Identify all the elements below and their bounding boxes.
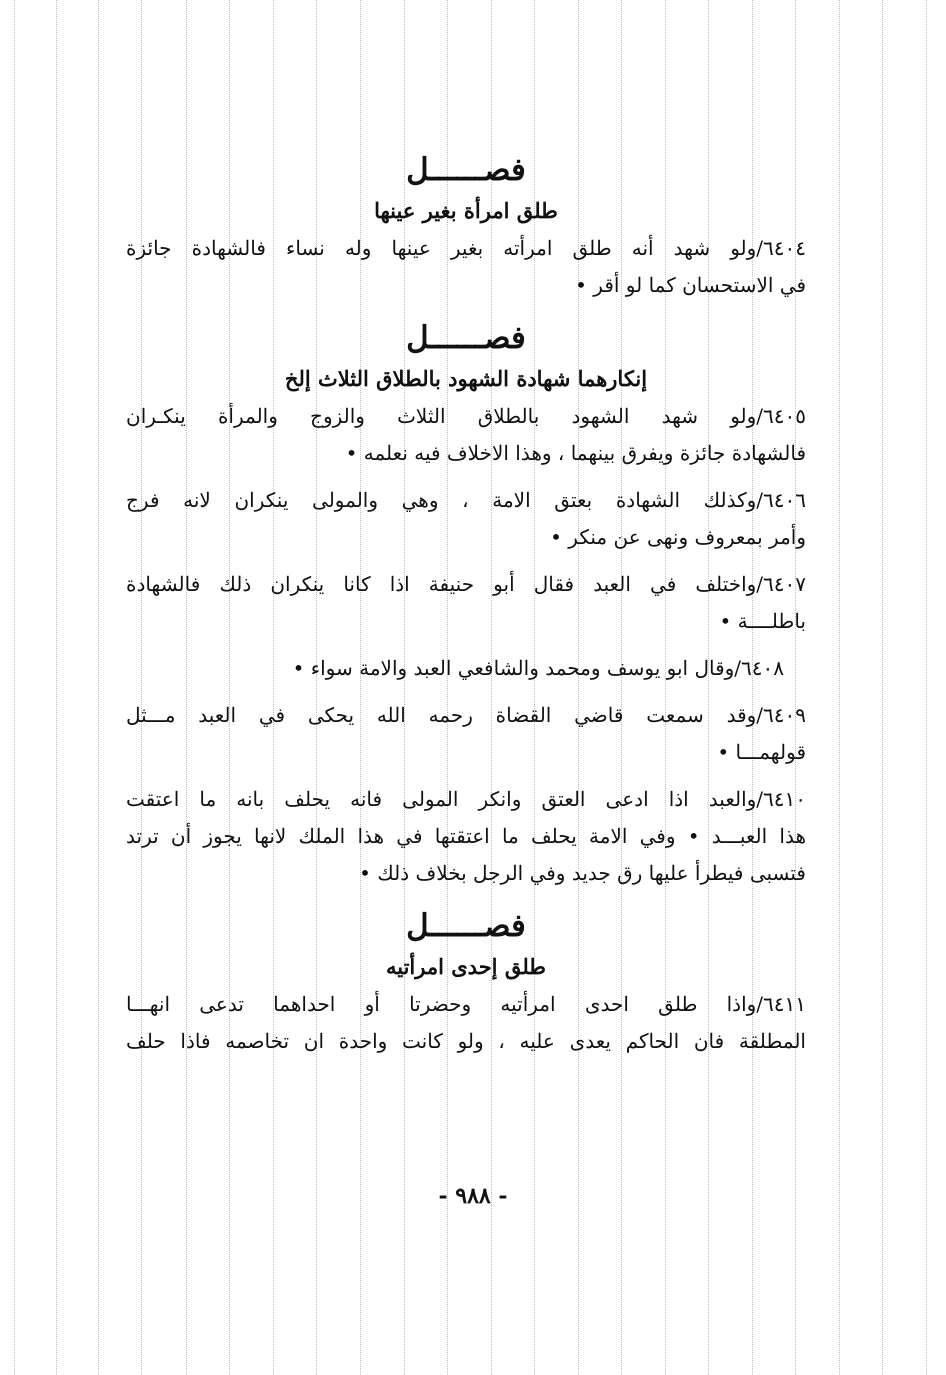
section-label: فصــــــل bbox=[406, 908, 526, 944]
section-2 bbox=[126, 318, 806, 892]
paragraph-line: وأمر بمعروف ونهى عن منكر • bbox=[550, 525, 806, 549]
paragraph-line: قولهمـــا • bbox=[717, 740, 806, 764]
paragraph-line: المطلقة فان الحاكم يعدى عليه ، ولو كانت واحدة ان تخاصمه فاذا حلف bbox=[126, 1029, 806, 1053]
paragraph-line: ٦٤٠٥/ولو شهد الشهود بالطلاق الثلاث والزوج والمرأة ينكـران bbox=[126, 404, 806, 428]
section-heading: إنكارهما شهادة الشهود بالطلاق الثلاث إلخ bbox=[284, 366, 648, 391]
section-heading: طلق إحدى امرأتيه bbox=[385, 954, 547, 979]
paragraph-6404 bbox=[126, 230, 806, 304]
section-label: فصــــــل bbox=[406, 320, 526, 356]
margin-guide-line bbox=[98, 0, 99, 1375]
paragraph-line: باطلــــة • bbox=[719, 609, 806, 633]
section-1 bbox=[126, 150, 806, 304]
paragraph-6410 bbox=[126, 781, 806, 892]
paragraph-6408 bbox=[126, 650, 806, 687]
paragraph-line: ٦٤١٠/والعبد اذا ادعى العتق وانكر المولى فانه يحلف بانه ما اعتقت bbox=[126, 787, 806, 811]
paragraph-line: ٦٤٠٨/وقال ابو يوسف ومحمد والشافعي العبد والامة سواء • bbox=[292, 656, 784, 680]
section-3 bbox=[126, 906, 806, 1060]
paragraph-line: فتسبى فيطرأ عليها رق جديد وفي الرجل بخلاف ذلك • bbox=[359, 861, 806, 885]
paragraph-line: ٦٤٠٦/وكذلك الشهادة بعتق الامة ، وهي والمولى ينكران لانه فرج bbox=[126, 488, 806, 512]
paragraph-6407 bbox=[126, 566, 806, 640]
section-label: فصــــــل bbox=[406, 152, 526, 188]
page-body bbox=[126, 150, 806, 1070]
paragraph-line: هذا العبـــد • وفي الامة يحلف ما اعتقتها في هذا الملك لانها يجوز أن ترتد bbox=[126, 824, 806, 848]
margin-guide-line bbox=[882, 0, 883, 1375]
paragraph-6406 bbox=[126, 482, 806, 556]
paragraph-6411 bbox=[126, 986, 806, 1060]
margin-guide-line bbox=[926, 0, 927, 1375]
paragraph-line: ٦٤١١/واذا طلق احدى امرأتيه وحضرتا أو احداهما تدعى انهـــا bbox=[126, 992, 806, 1016]
margin-guide-line bbox=[839, 0, 840, 1375]
paragraph-6409 bbox=[126, 697, 806, 771]
paragraph-line: ٦٤٠٩/وقد سمعت قاضي القضاة رحمه الله يحكى في العبد مـــثل bbox=[126, 703, 806, 727]
margin-guide-line bbox=[14, 0, 15, 1375]
margin-guide-line bbox=[56, 0, 57, 1375]
page-number: - ٩٨٨ - bbox=[438, 1183, 508, 1209]
paragraph-line: ٦٤٠٤/ولو شهد أنه طلق امرأته بغير عينها وله نساء فالشهادة جائزة bbox=[126, 236, 806, 260]
paragraph-line: فالشهادة جائزة ويفرق بينهما ، وهذا الاخلاف فيه نعلمه • bbox=[345, 441, 806, 465]
paragraph-line: في الاستحسان كما لو أقر • bbox=[575, 273, 806, 297]
paragraph-line: ٦٤٠٧/واختلف في العبد فقال أبو حنيفة اذا كانا ينكران ذلك فالشهادة bbox=[126, 572, 806, 596]
section-heading: طلق امرأة بغير عينها bbox=[374, 198, 558, 223]
paragraph-6405 bbox=[126, 398, 806, 472]
